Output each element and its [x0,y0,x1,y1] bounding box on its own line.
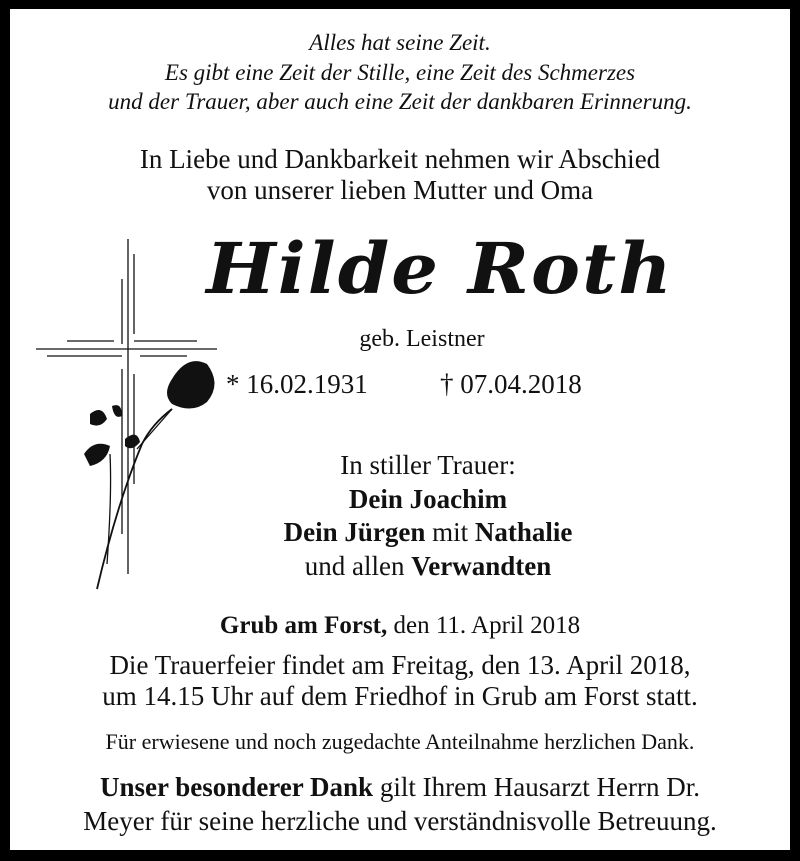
date: den 11. April 2018 [387,612,581,639]
special-thanks-bold: Unser besonderer Dank [100,772,374,802]
birth-date: * 16.02.1931 [226,369,368,399]
motto-line-2: Es gibt eine Zeit der Stille, eine Zeit des Schmerzes [164,60,636,85]
motto-line-1: Alles hat seine Zeit. [309,30,491,55]
relatives: Verwandten [411,551,552,581]
place: Grub am Forst, [219,612,388,639]
place-date [10,613,790,638]
obituary-card [10,9,790,850]
mourner-name: Dein Jürgen [283,517,426,547]
text: gilt Ihrem Hausarzt Herrn Dr. [373,772,700,802]
death-date: † 07.04.2018 [440,369,582,399]
funeral-line-1: Die Trauerfeier findet am Freitag, den 13. April 2018, [109,650,691,680]
text: und allen [304,551,412,581]
mourner-name: Nathalie [474,517,573,547]
mourners-heading: In stiller Trauer: [340,450,516,480]
special-thanks-line-2: Meyer für seine herzliche und verständnisvolle Betreuung. [83,806,717,836]
mourner-relatives [38,553,800,580]
special-thanks-line-1 [10,774,790,801]
mourner-juergen [38,519,800,546]
intro-line-2: von unserer lieben Mutter und Oma [206,175,594,205]
maiden-name: geb. Leistner [359,326,485,352]
motto-line-3: und der Trauer, aber auch eine Zeit der dankbaren Erinnerung. [108,89,692,114]
deceased-name: Hilde Roth [206,227,674,310]
intro-line-1: In Liebe und Dankbarkeit nehmen wir Abschied [139,144,661,174]
thanks-line: Für erwiesene und noch zugedachte Anteilnahme herzlichen Dank. [105,729,695,754]
funeral-line-2: um 14.15 Uhr auf dem Friedhof in Grub am Forst statt. [102,681,698,711]
text: mit [425,517,475,547]
mourner-joachim: Dein Joachim [348,484,508,514]
